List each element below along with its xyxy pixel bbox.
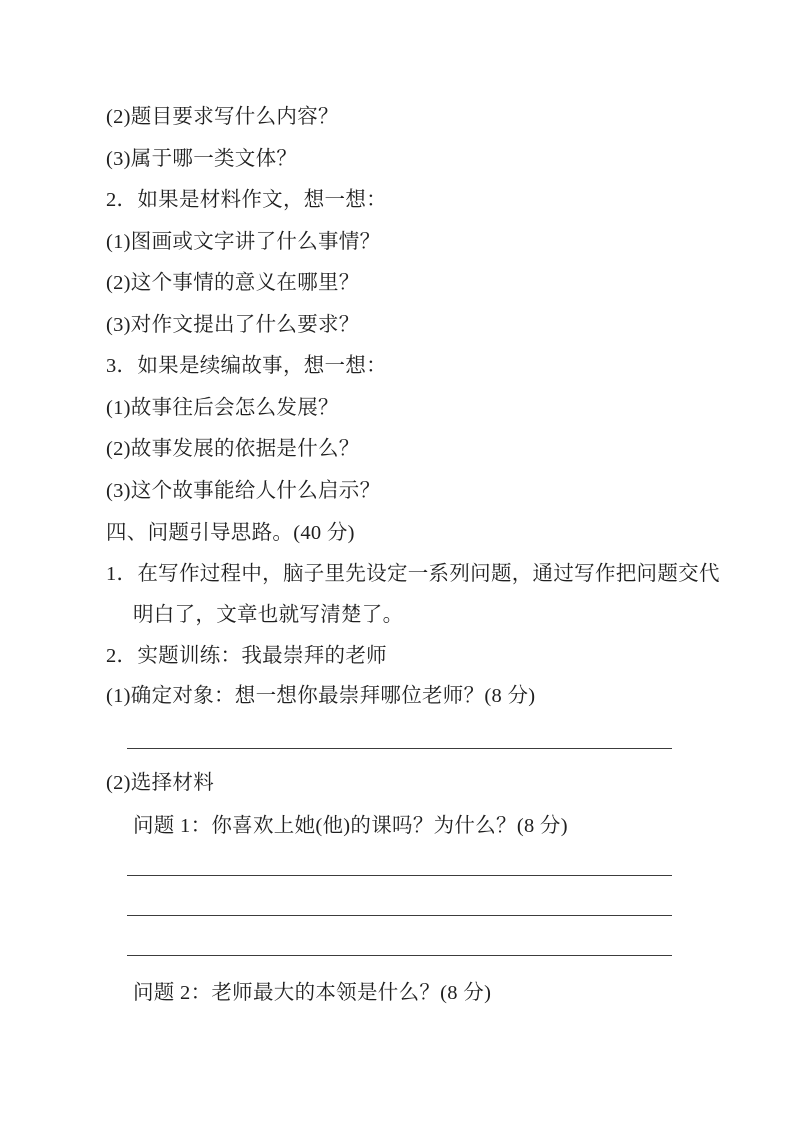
text-line: 1．在写作过程中，脑子里先设定一系列问题，通过写作把问题交代 <box>106 563 720 585</box>
text-line: 明白了，文章也就写清楚了。 <box>133 604 404 626</box>
answer-blank-line <box>127 854 672 876</box>
text-line: (2)题目要求写什么内容？ <box>106 106 339 128</box>
text-line: (1)故事往后会怎么发展？ <box>106 397 339 419</box>
text-line: 2．实题训练：我最崇拜的老师 <box>106 645 387 667</box>
text-line: (2)这个事情的意义在哪里？ <box>106 272 360 294</box>
text-line: 2．如果是材料作文，想一想： <box>106 189 387 211</box>
text-line: (3)属于哪一类文体？ <box>106 148 298 170</box>
text-line: 问题 1：你喜欢上她(他)的课吗？为什么？(8 分) <box>133 815 568 837</box>
text-line: 3．如果是续编故事，想一想： <box>106 355 387 377</box>
answer-blank-line <box>127 934 672 956</box>
answer-blank-line <box>127 894 672 916</box>
text-line: 问题 2：老师最大的本领是什么？(8 分) <box>133 982 492 1004</box>
text-line: (1)确定对象：想一想你最崇拜哪位老师？(8 分) <box>106 685 536 707</box>
text-line: (1)图画或文字讲了什么事情？ <box>106 231 381 253</box>
answer-blank-line <box>127 727 672 749</box>
text-line: 四、问题引导思路。(40 分) <box>106 522 355 544</box>
text-line: (3)这个故事能给人什么启示？ <box>106 480 381 502</box>
text-line: (3)对作文提出了什么要求？ <box>106 314 360 336</box>
text-line: (2)选择材料 <box>106 772 215 794</box>
text-line: (2)故事发展的依据是什么？ <box>106 438 360 460</box>
